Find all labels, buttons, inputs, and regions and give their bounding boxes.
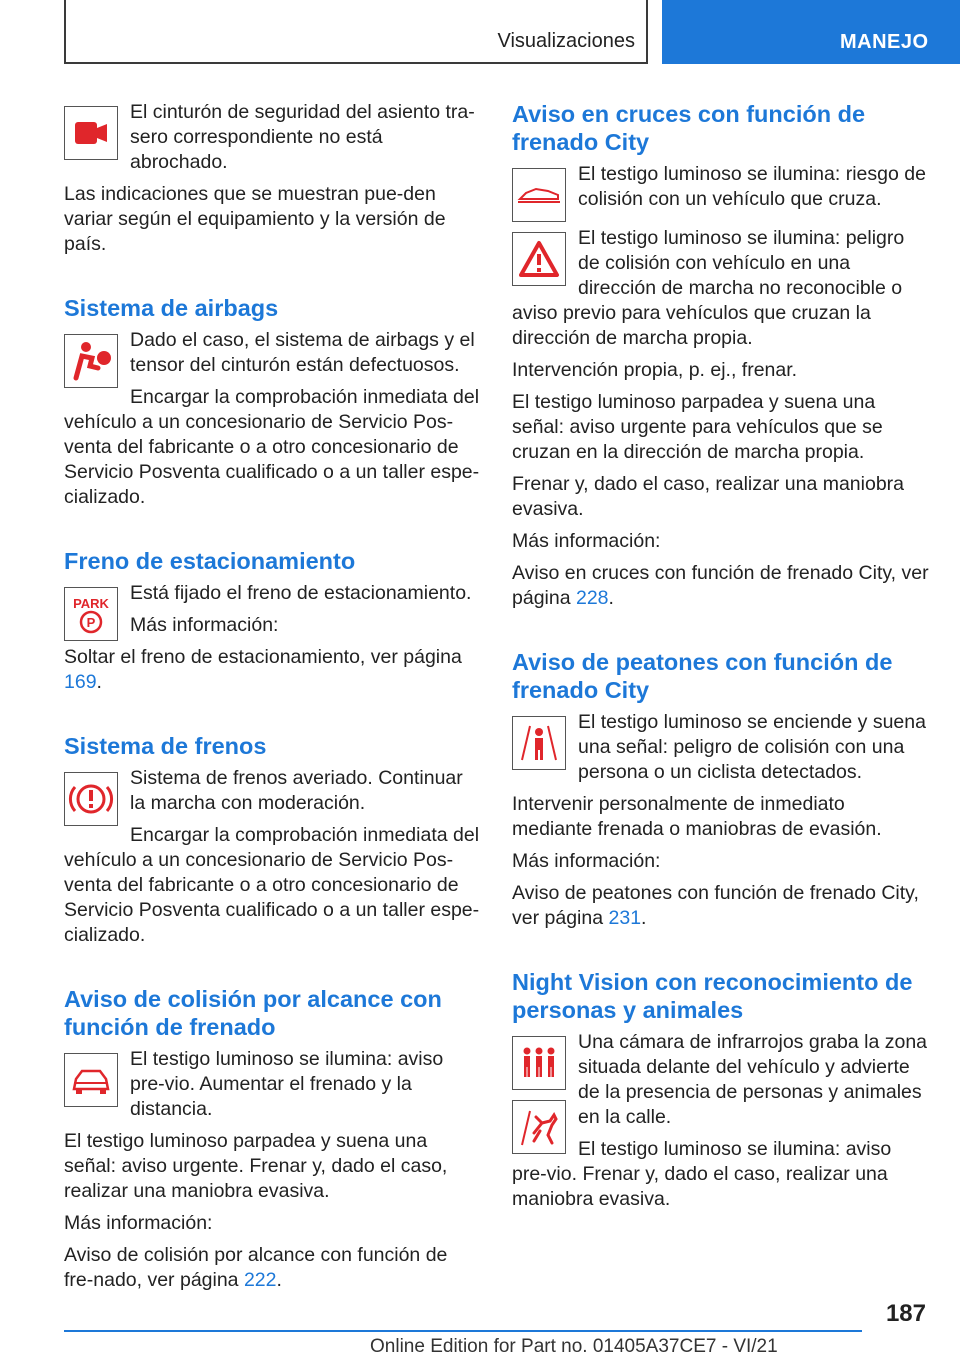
brakes-heading: Sistema de frenos — [64, 733, 267, 759]
brake-warning-icon — [64, 772, 118, 826]
pedestrian-heading: Aviso de peatones con función de frenado City — [512, 649, 893, 703]
parking-brake-heading: Freno de estacionamiento — [64, 548, 356, 574]
crossing-p4: El testigo luminoso parpadea y suena una señal: aviso urgente para vehículos que se cruzan en la dirección de marcha propia. — [512, 391, 883, 463]
airbag-icon — [64, 334, 118, 388]
brakes-p1: Sistema de frenos averiado. Continuar la marcha con moderación. — [130, 767, 463, 814]
crossing-car-icon — [512, 168, 566, 222]
header-chapter-tab[interactable]: MANEJO — [662, 0, 960, 64]
night-p2: El testigo luminoso se ilumina: aviso pre-vio. Frenar y, dado el caso, realizar una maniobra evasiva. — [512, 1138, 892, 1210]
crossing-p2: El testigo luminoso se ilumina: peligro de colisión con vehículo en una dirección de marcha no reconocible o aviso previo para vehículos que cruzan la dirección de marcha propia. — [512, 227, 905, 349]
page-link-228[interactable]: 228 — [575, 587, 609, 609]
pedestrian-p2: Intervenir personalmente de inmediato mediante frenada o maniobras de evasión. — [512, 793, 882, 840]
svg-text:PARK: PARK — [73, 596, 109, 611]
airbag-p2: Encargar la comprobación inmediata del vehículo a un concesionario de Servicio Pos-venta del fabricante o a otro concesionario de Servicio Posventa cualificado o a un taller espe-cializado. — [64, 386, 480, 508]
crossing-heading: Aviso en cruces con función de frenado City — [512, 101, 866, 155]
parking-p1: Está fijado el freno de estacionamiento. — [130, 582, 472, 604]
footer-edition: Online Edition for Part no. 01405A37CE7 - VI/21 — [370, 1336, 778, 1357]
pedestrian-p4: Aviso de peatones con función de frenado City, ver página 231. — [512, 882, 919, 929]
crossing-p5: Frenar y, dado el caso, realizar una maniobra evasiva. — [512, 473, 905, 520]
seatbelt-text: El cinturón de seguridad del asiento tra-sero correspondiente no está abrochado. — [130, 101, 475, 173]
page-number: 187 — [885, 1300, 926, 1327]
crossing-p3: Intervención propia, p. ej., frenar. — [512, 359, 798, 381]
parking-p3: Soltar el freno de estacionamiento, ver página 169. — [64, 646, 462, 693]
pedestrian-warning-icon — [512, 716, 566, 770]
airbag-p1: Dado el caso, el sistema de airbags y el tensor del cinturón están defectuosos. — [130, 329, 475, 376]
night-vision-heading: Night Vision con reconocimiento de personas y animales — [512, 969, 913, 1023]
header-section: Visualizaciones — [497, 30, 635, 52]
collision-p2: El testigo luminoso parpadea y suena una señal: aviso urgente. Frenar y, dado el caso, realizar una maniobra evasiva. — [64, 1130, 448, 1202]
collision-heading: Aviso de colisión por alcance con función de frenado — [64, 986, 442, 1040]
seatbelt-note: Las indicaciones que se muestran pue-den variar según el equipamiento y la versión de país. — [64, 183, 446, 255]
page-link-222[interactable]: 222 — [243, 1269, 277, 1291]
collision-p3: Más información: — [64, 1212, 213, 1234]
warning-triangle-icon — [512, 232, 566, 286]
footer-rule — [64, 1330, 862, 1332]
pedestrian-p3: Más información: — [512, 850, 661, 872]
persons-detected-icon — [512, 1036, 566, 1090]
page-link-231[interactable]: 231 — [608, 907, 642, 929]
parking-p2: Más información: — [130, 614, 279, 636]
brakes-p2: Encargar la comprobación inmediata del vehículo a un concesionario de Servicio Pos-venta del fabricante o a otro concesionario de Servicio Posventa cualificado o a un taller espe-cializado. — [64, 824, 480, 946]
collision-p4: Aviso de colisión por alcance con función de fre-nado, ver página 222. — [64, 1244, 448, 1291]
park-brake-icon — [64, 587, 118, 641]
crossing-p6: Más información: — [512, 530, 661, 552]
collision-p1: El testigo luminoso se ilumina: aviso pre-vio. Aumentar el frenado y la distancia. — [130, 1048, 444, 1120]
night-p1: Una cámara de infrarrojos graba la zona situada delante del vehículo y advierte de la presencia de personas y animales en la calle. — [578, 1031, 928, 1128]
right-column — [512, 100, 930, 1219]
crossing-p1: El testigo luminoso se ilumina: riesgo de colisión con un vehículo que cruza. — [578, 163, 926, 210]
page-link-169[interactable]: 169 — [64, 671, 97, 693]
animal-detected-icon — [512, 1100, 566, 1154]
left-column — [64, 100, 482, 1300]
svg-text:P: P — [86, 615, 96, 630]
front-collision-icon — [64, 1053, 118, 1107]
pedestrian-p1: El testigo luminoso se enciende y suena una señal: peligro de colisión con una persona o un ciclista detectados. — [578, 711, 926, 783]
airbag-heading: Sistema de airbags — [64, 295, 279, 321]
seatbelt-warning-icon — [64, 106, 118, 160]
crossing-p7: Aviso en cruces con función de frenado City, ver página 228. — [512, 562, 929, 609]
